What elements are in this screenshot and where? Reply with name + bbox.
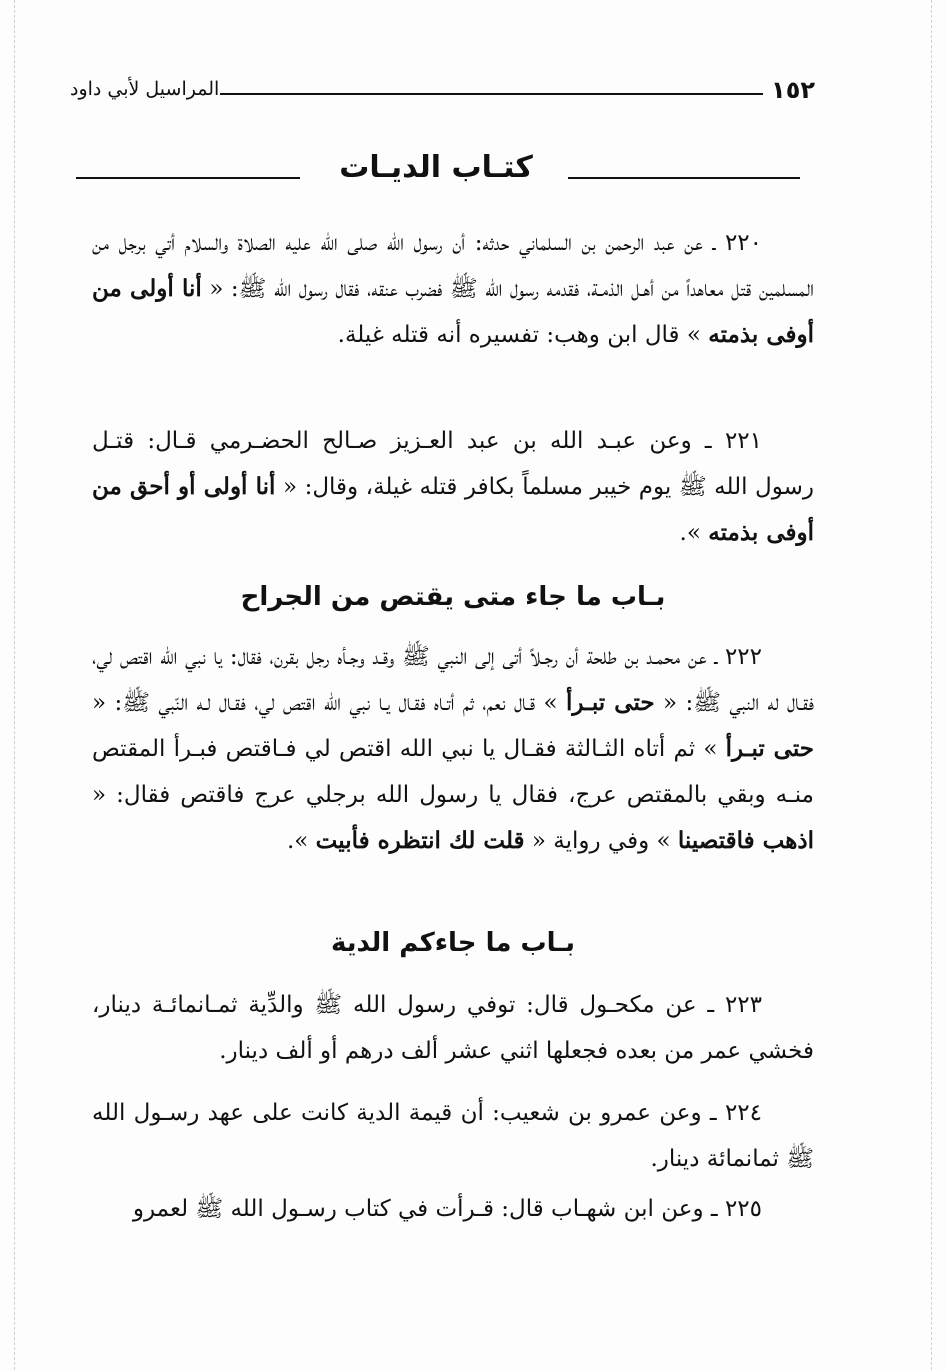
hadith-quote: أنا أولى أو أحق من أوفى بذمته bbox=[92, 473, 814, 546]
paragraph-221 bbox=[92, 418, 814, 556]
paragraph-text: ٢٢٤ ـ وعن عمرو بن شعيب: أن قيمة الدية كانت على عهد رسـول الله ﷺ ثمانمائة دينار. bbox=[92, 1100, 814, 1172]
paragraph-text: » قال ابن وهب: تفسيره أنه قتله غيلة. bbox=[337, 322, 709, 348]
hadith-quote: حتى تبـرأ bbox=[566, 689, 655, 716]
paragraph-223 bbox=[92, 982, 814, 1074]
section-title-blood-money: بـاب ما جاءكم الدية bbox=[330, 928, 576, 958]
scan-edge-right bbox=[931, 0, 932, 1370]
paragraph-text: ٢٢٠ ـ عن عبد الرحمن بن السلماني حدثه: أن رسول الله صلى الله عليه الصلاة والسلام أتي برجل من المسلمين قتل معاهداً من أهـل الذمـة، فقدمه رسول الله ﷺ فضرب عنقه، فقال رسول الله ﷺ: « bbox=[92, 230, 814, 302]
paragraph-220 bbox=[92, 220, 814, 358]
hadith-quote: أنا أولى من أوفى بذمته bbox=[92, 275, 814, 348]
paragraph-text: ». bbox=[286, 828, 316, 854]
paragraph-224 bbox=[92, 1090, 814, 1182]
page-number: ١٥٢ bbox=[771, 76, 815, 104]
paragraph-225 bbox=[92, 1186, 814, 1232]
hadith-quote: حتى تبـرأ bbox=[725, 735, 815, 762]
paragraph-text: » قـال نعم، ثم أتـاه فقـال يـا نبي الله اقتص لي، فقـال لـه النّبي ﷺ: « bbox=[92, 690, 567, 716]
chapter-rule-right bbox=[568, 177, 800, 179]
hadith-quote: قلت لك انتظره فأبيت bbox=[315, 827, 525, 854]
hadith-quote: اذهب فاقتصينا bbox=[677, 827, 814, 854]
header-rule bbox=[220, 93, 763, 95]
paragraph-text: » ثم أتاه الثـالثة فقـال يا نبي الله اقتص لي فـاقتص فبـرأ المقتص منـه وبقي بالمقتص عرج، فقال يا رسول الله برجلي عرج فاقتص فقال: « bbox=[92, 736, 814, 808]
paragraph-text: ٢٢١ ـ وعن عبـد الله بن عبد العـزيز صـالح الحضـرمي قـال: قتـل رسول الله ﷺ يوم خيبر مسلماً بكافر قتله غيلة، وقال: « bbox=[92, 428, 814, 500]
section-title-retaliation: بـاب ما جاء متى يقتص من الجراح bbox=[240, 582, 666, 612]
page-header bbox=[70, 76, 815, 106]
chapter-title: كتـاب الديـات bbox=[339, 150, 533, 185]
paragraph-222 bbox=[92, 634, 814, 864]
chapter-heading bbox=[76, 150, 800, 190]
paragraph-text: ٢٢٣ ـ عن مكحـول قال: توفي رسول الله ﷺ والدِّية ثمـانمائـة دينار، فخشي عمر من بعده فجعلها اثني عشر ألف درهم أو ألف دينار. bbox=[92, 992, 814, 1064]
running-title: المراسيل لأبي داود bbox=[70, 78, 220, 100]
paragraph-text: ٢٢٥ ـ وعن ابن شهـاب قال: قـرأت في كتاب رسـول الله ﷺ لعمرو bbox=[132, 1196, 762, 1222]
paragraph-text: » وفي رواية « bbox=[524, 828, 678, 854]
chapter-rule-left bbox=[76, 177, 300, 179]
paragraph-text: ». bbox=[679, 520, 709, 546]
paragraph-text: ٢٢٢ ـ عن محمـد بن طلحة أن رجـلاً أتى إلى النبي ﷺ وقـد وجـأه رجل بقرن، فقال: يا نبي الله اقتص لي، فقـال له النبي ﷺ: « bbox=[92, 644, 814, 716]
scan-edge-left bbox=[14, 0, 15, 1370]
